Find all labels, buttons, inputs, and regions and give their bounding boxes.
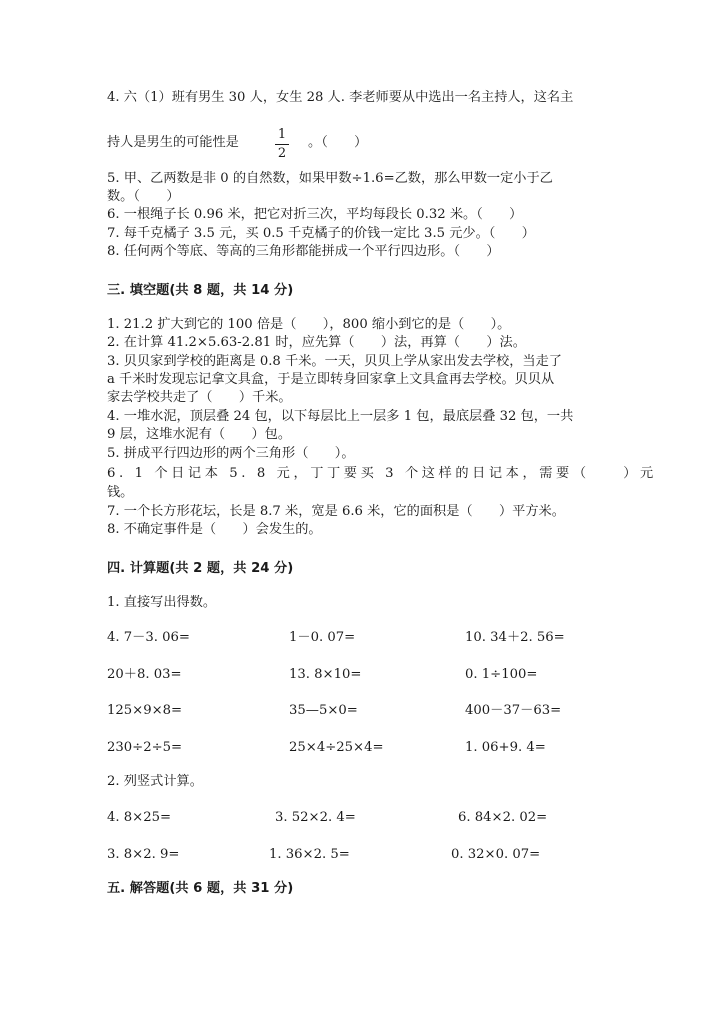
direct-calc-item: 25×4÷25×4=: [289, 740, 384, 755]
direct-calc-item: 13. 8×10=: [289, 667, 362, 682]
fraction-numerator: 1: [277, 127, 287, 142]
fraction-one-half: [272, 128, 292, 161]
judgment-q4-prefix: 持人是男生的可能性是: [107, 135, 239, 150]
fill-line: 9 层，这堆水泥有（ ）包。: [107, 427, 292, 442]
judgment-q5-line1: 5. 甲、乙两数是非 0 的自然数，如果甲数÷1.6=乙数，那么甲数一定小于乙: [107, 171, 553, 186]
direct-calc-item: 400－37－63=: [465, 703, 562, 718]
judgment-q5-line2: 数。（ ）: [107, 189, 180, 204]
fill-line: 家去学校共走了（ ）千米。: [107, 390, 292, 405]
fill-line: 6. 1 个日记本 5. 8 元，丁丁要买 3 个这样的日记本，需要（ ）元: [107, 466, 657, 481]
fraction-bar: [275, 144, 289, 145]
direct-calc-item: 0. 1÷100=: [465, 667, 538, 682]
vertical-calc-item: 3. 52×2. 4=: [275, 810, 356, 825]
fraction-denominator: 2: [277, 146, 287, 161]
judgment-q6: 6. 一根绳子长 0.96 米，把它对折三次，平均每段长 0.32 米。（ ）: [107, 207, 523, 222]
vertical-calc-item: 4. 8×25=: [107, 810, 172, 825]
judgment-q7: 7. 每千克橘子 3.5 元，买 0.5 千克橘子的价钱一定比 3.5 元少。（ ）: [107, 226, 535, 241]
vertical-calc-item: 0. 32×0. 07=: [451, 847, 541, 862]
section-heading-answer: 五. 解答题(共 6 题，共 31 分): [107, 881, 294, 896]
judgment-q4-line2: [107, 134, 680, 152]
judgment-q8: 8. 任何两个等底、等高的三角形都能拼成一个平行四边形。（ ）: [107, 244, 500, 259]
vertical-calc-item: 1. 36×2. 5=: [269, 847, 350, 862]
direct-calc-item: 125×9×8=: [107, 703, 183, 718]
fill-line: a 千米时发现忘记拿文具盒，于是立即转身回家拿上文具盒再去学校。贝贝从: [107, 372, 555, 387]
fill-line: 5. 拼成平行四边形的两个三角形（ ）。: [107, 446, 355, 461]
fill-line: 钱。: [107, 485, 134, 500]
direct-calc-item: 1. 06+9. 4=: [465, 740, 546, 755]
fill-line: 4. 一堆水泥，顶层叠 24 包，以下每层比上一层多 1 包，最底层叠 32 包，一共: [107, 409, 574, 424]
judgment-q4-suffix: 。（ ）: [308, 135, 368, 150]
vertical-calc-item: 6. 84×2. 02=: [458, 810, 548, 825]
direct-calc-item: 20＋8. 03=: [107, 667, 182, 682]
direct-calc-item: 10. 34＋2. 56=: [465, 630, 565, 645]
fill-line: 2. 在计算 41.2×5.63-2.81 时，应先算（ ）法，再算（ ）法。: [107, 335, 526, 350]
fill-line: 8. 不确定事件是（ ）会发生的。: [107, 522, 322, 537]
section-heading-fill: 三. 填空题(共 8 题，共 14 分): [107, 283, 294, 298]
calc-sub2: 2. 列竖式计算。: [107, 774, 203, 789]
direct-calc-item: 1－0. 07=: [289, 630, 356, 645]
direct-calc-item: 4. 7－3. 06=: [107, 630, 190, 645]
direct-calc-item: 35—5×0=: [289, 703, 358, 718]
fill-line: 1. 21.2 扩大到它的 100 倍是（ ），800 缩小到它的是（ ）。: [107, 317, 511, 332]
section-heading-calc: 四. 计算题(共 2 题，共 24 分): [107, 561, 294, 576]
judgment-q4-line1: 4. 六（1）班有男生 30 人，女生 28 人. 李老师要从中选出一名主持人，这名主: [107, 90, 574, 105]
fill-line: 7. 一个长方形花坛，长是 8.7 米，宽是 6.6 米，它的面积是（ ）平方米。: [107, 504, 565, 519]
fill-line: 3. 贝贝家到学校的距离是 0.8 千米。一天，贝贝上学从家出发去学校，当走了: [107, 354, 562, 369]
vertical-calc-item: 3. 8×2. 9=: [107, 847, 180, 862]
calc-sub1: 1. 直接写出得数。: [107, 595, 217, 610]
direct-calc-item: 230÷2÷5=: [107, 740, 183, 755]
